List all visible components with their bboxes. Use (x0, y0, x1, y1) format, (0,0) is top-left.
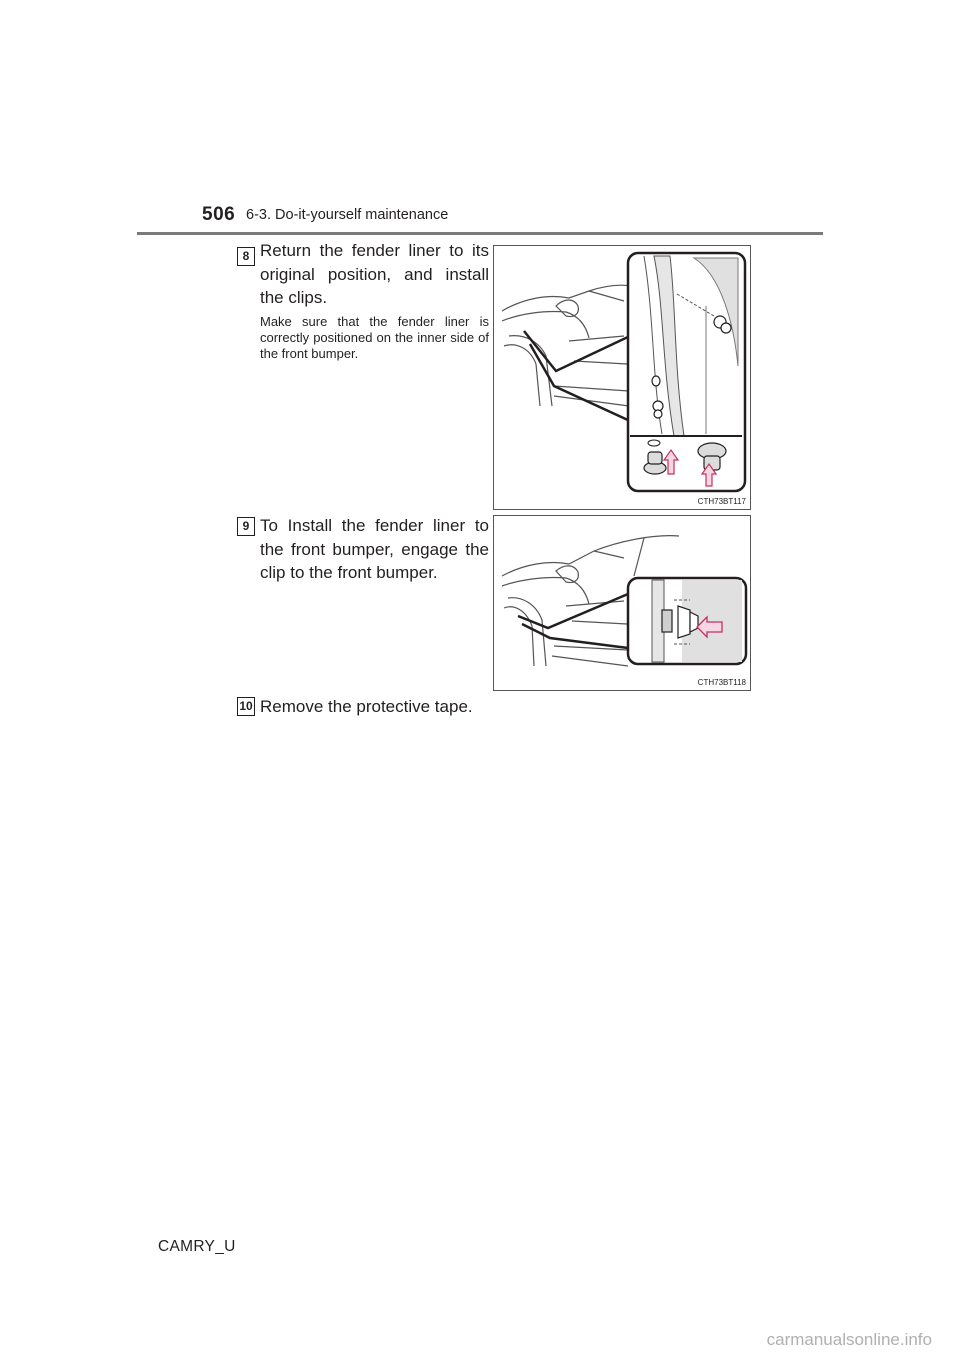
step-8-text: Return the fender liner to its original position, and install the clips. (260, 241, 489, 307)
page-number: 506 (202, 204, 236, 225)
fender-liner-bumper-clip-illustration (494, 516, 750, 690)
fender-liner-clip-install-illustration (494, 246, 750, 509)
figure-code: CTH73BT117 (697, 497, 746, 506)
section-title: 6-3. Do-it-yourself maintenance (246, 207, 449, 223)
footer-model: CAMRY_U (158, 1238, 236, 1255)
step-badge-10: 10 (237, 697, 255, 716)
figure-code: CTH73BT118 (697, 678, 746, 687)
step-9-text: To Install the fender liner to the front bumper, engage the clip to the front bumper. (260, 516, 489, 582)
figure-fender-liner-clips (493, 245, 751, 510)
figure-bumper-clip (493, 515, 751, 691)
step-10-text: Remove the protective tape. (260, 697, 473, 716)
step-8-note: Make sure that the fender liner is correctly positioned on the inner side of the front bumper. (260, 314, 489, 361)
step-badge-8: 8 (237, 247, 255, 266)
watermark: carmanualsonline.info (766, 1330, 932, 1349)
header-rule (137, 232, 823, 235)
step-badge-9: 9 (237, 517, 255, 536)
